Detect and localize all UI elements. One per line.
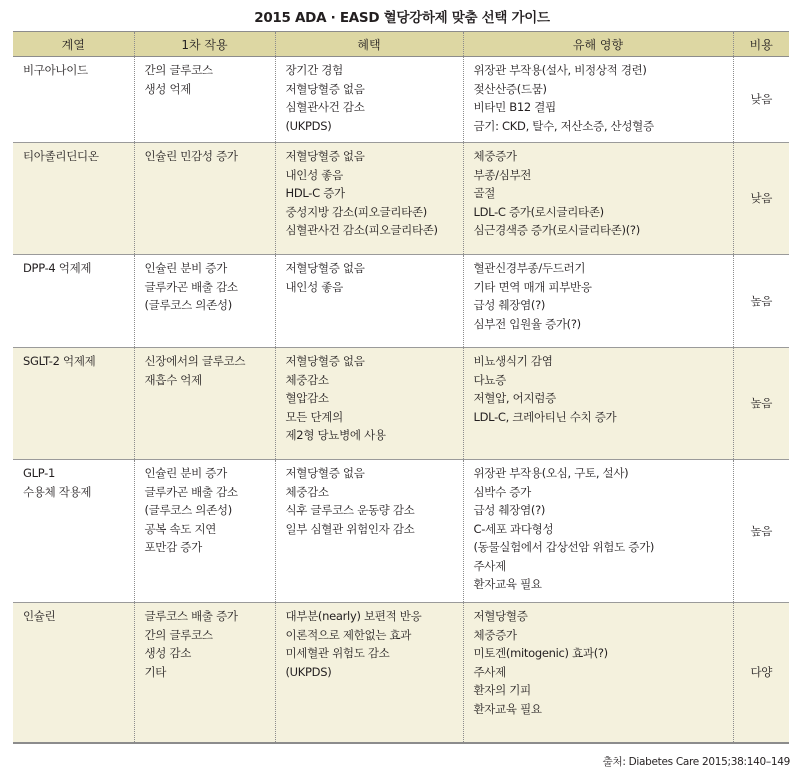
action-text: 신장에서의 글루코스 [144,354,246,368]
class-text: GLP-1 [23,466,55,480]
harm-text: 저혈당혈증 [473,609,528,623]
cost-cell: 낮음 [733,143,789,255]
harm-text: 다뇨증 [473,372,506,387]
action-cell [134,460,275,603]
harm-text: LDL-C, 크레아티닌 수치 증가 [473,409,617,424]
benefit-text: 대부분(nearly) 보편적 반응 [285,609,422,623]
action-text: 재흡수 억제 [144,372,202,387]
benefit-text: 혈압감소 [285,391,329,405]
benefit-text: (UKPDS) [285,664,332,679]
header-adverse-effects: 유해 영향 [463,32,733,57]
benefit-text: 장기간 경험 [285,63,343,77]
benefit-cell [275,348,463,460]
class-cell [13,143,134,255]
action-text: 기타 [144,664,167,679]
benefit-text: 저혈당혈증 없음 [285,149,365,163]
action-text: 간의 글루코스 [144,627,213,642]
harm-text: 위장관 부작용(설사, 비정상적 경련) [473,63,647,77]
harm-text: 금기: CKD, 탈수, 저산소증, 산성혈증 [473,118,654,133]
header-cost: 비용 [733,32,789,57]
header-row [13,32,789,57]
action-cell [134,603,275,743]
table-title: 2015 ADA · EASD 혈당강하제 맞춤 선택 가이드 [254,10,550,26]
harm-cell [463,603,733,743]
action-text: 인슐린 분비 증가 [144,261,227,275]
class-text: SGLT-2 억제제 [23,354,96,368]
harm-text: 급성 췌장염(?) [473,298,546,312]
benefit-text: 내인성 좋음 [285,167,343,182]
class-text: DPP-4 억제제 [23,261,92,275]
benefit-text: 심혈관사건 감소(피오글리타존) [285,223,438,237]
table-row [13,57,789,143]
benefit-cell [275,143,463,255]
harm-text: LDL-C 증가(로시글리타존) [473,204,604,219]
benefit-cell [275,603,463,743]
header-benefit: 혜택 [275,32,463,57]
harm-text: 비타민 B12 결핍 [473,100,556,114]
harm-text: 체중증가 [473,627,517,642]
benefit-text: 미세혈관 위험도 감소 [285,646,390,660]
benefit-text: 내인성 좋음 [285,279,343,294]
cost-cell: 높음 [733,348,789,460]
class-cell [13,460,134,603]
action-text: (글루코스 의존성) [144,503,232,517]
harm-text: 심박수 증가 [473,484,531,499]
harm-text: 기타 면역 매개 피부반응 [473,279,592,294]
harm-text: 심부전 입원율 증가(?) [473,316,581,331]
action-text: 글루카곤 배출 감소 [144,279,238,294]
table-row [13,460,789,603]
action-text: 인슐린 분비 증가 [144,466,227,480]
harm-text: (동물실험에서 갑상선암 위험도 증가) [473,540,655,554]
harm-text: 환자교육 필요 [473,577,542,591]
benefit-text: (UKPDS) [285,118,332,133]
benefit-cell [275,460,463,603]
benefit-text: 이론적으로 제한없는 효과 [285,627,412,642]
harm-text: 환자의 기피 [473,683,531,697]
harm-cell [463,255,733,348]
benefit-text: 저혈당혈증 없음 [285,81,365,96]
table-row [13,603,789,743]
benefit-text: 저혈당혈증 없음 [285,261,365,275]
drug-guide-table [13,31,789,744]
cost-cell: 다양 [733,603,789,743]
harm-cell [463,348,733,460]
benefit-text: 체중감소 [285,372,329,387]
harm-text: C-세포 과다형성 [473,521,554,536]
harm-text: 미토겐(mitogenic) 효과(?) [473,646,608,660]
cost-cell: 높음 [733,460,789,603]
harm-cell [463,143,733,255]
class-cell [13,255,134,348]
cost-cell: 높음 [733,255,789,348]
harm-text: 심근경색증 증가(로시글리타존)(?) [473,223,640,237]
benefit-text: 체중감소 [285,484,329,499]
action-text: (글루코스 의존성) [144,298,232,312]
action-text: 생성 감소 [144,646,192,660]
benefit-cell [275,57,463,143]
action-cell [134,57,275,143]
class-text: 수용체 작용제 [23,484,92,499]
benefit-text: 제2형 당뇨병에 사용 [285,428,386,442]
table-row [13,143,789,255]
harm-cell [463,460,733,603]
harm-text: 환자교육 필요 [473,701,542,716]
harm-text: 주사제 [473,664,506,679]
harm-cell [463,57,733,143]
harm-text: 부종/심부전 [473,167,532,182]
source-citation: 출처: Diabetes Care 2015;38:140–149 [602,756,790,768]
benefit-text: 저혈당혈증 없음 [285,354,365,368]
harm-text: 비뇨생식기 감염 [473,354,553,368]
harm-text: 골절 [473,186,496,200]
action-text: 글루코스 배출 증가 [144,609,238,623]
cost-cell: 낮음 [733,57,789,143]
table-row [13,255,789,348]
class-cell [13,603,134,743]
action-text: 공복 속도 지연 [144,521,217,536]
action-text: 간의 글루코스 [144,63,213,77]
header-primary-action: 1차 작용 [134,32,275,57]
harm-text: 혈관신경부종/두드러기 [473,261,586,275]
benefit-text: 모든 단계의 [285,409,343,424]
benefit-cell [275,255,463,348]
class-text: 인슐린 [23,609,56,623]
benefit-text: HDL-C 증가 [285,186,345,200]
class-text: 티아졸리딘디온 [23,149,99,163]
harm-text: 체중증가 [473,149,517,163]
harm-text: 급성 췌장염(?) [473,503,546,517]
benefit-text: 저혈당혈증 없음 [285,466,365,480]
harm-text: 주사제 [473,558,506,573]
benefit-text: 중성지방 감소(피오글리타존) [285,204,427,219]
class-text: 비구아나이드 [23,63,88,77]
table-row [13,348,789,460]
action-text: 인슐린 민감성 증가 [144,149,238,163]
action-cell [134,255,275,348]
harm-text: 저혈압, 어지럼증 [473,391,556,405]
action-cell [134,143,275,255]
action-text: 생성 억제 [144,81,192,96]
benefit-text: 심혈관사건 감소 [285,100,365,114]
action-text: 글루카곤 배출 감소 [144,484,238,499]
class-cell [13,348,134,460]
benefit-text: 식후 글루코스 운동량 감소 [285,503,415,517]
benefit-text: 일부 심혈관 위험인자 감소 [285,521,415,536]
action-cell [134,348,275,460]
header-class: 계열 [13,32,134,57]
harm-text: 위장관 부작용(오심, 구토, 설사) [473,466,629,480]
harm-text: 젖산산증(드뭄) [473,81,547,96]
action-text: 포만감 증가 [144,540,202,554]
class-cell [13,57,134,143]
